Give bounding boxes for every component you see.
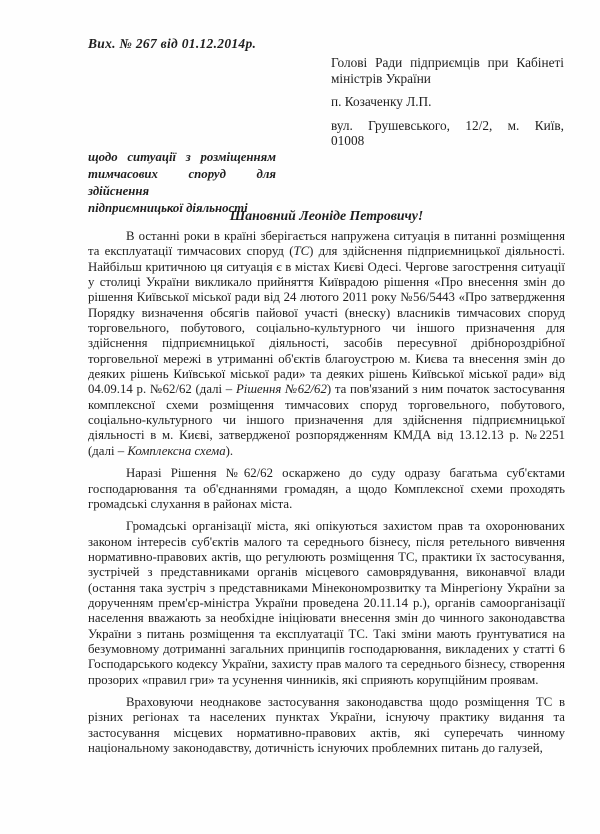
recipient-org-line2: міністрів України [331,70,431,86]
subject-block [88,149,276,217]
term-complex-scheme-italic: Комплексна схема [127,443,226,458]
recipient-block [331,55,564,149]
recipient-postal-code: 01008 [331,133,365,148]
paragraph-text: ). [225,443,234,458]
outgoing-ref-number: Вих. № 267 від 01.12.2014р. [88,36,257,51]
paragraph-text: В останні роки в країні зберігається напружена ситуація в питанні розміщення та експлуатації тимчасових споруд ( [88,229,565,259]
body-paragraph-3: Громадські організації міста, які опікуються захистом прав та охоронюваних законом інтересів суб'єктів малого та середнього бізнесу, після ретельного вивчення нормативно-правових актів, що регулюють розміщення ТС, практики їх застосування, зустрічей з представниками органів місцевого самоврядування, виконавчої влади (остання така зустріч з представниками Мінекономрозвитку та Мінрегіону України за дорученням прем'єр-міністра України проведена 20.11.14 р.), органів самоорганізації населення вважають за необхідне ініціювати внесення змін до чинного законодавства України з питань розміщення та експлуатації ТС. Такі зміни мають ґрунтуватися на безумовному дотриманні загальних принципів господарювання, викладених у статті 6 Господарського кодексу України, захисту прав малого та середнього бізнесу, створення прозорих «правил гри» та усунення чинників, які сприяють корупційним проявам. [88,519,565,687]
term-decision-italic: Рішення №62/62 [235,382,327,397]
body-paragraph-1 [88,229,565,459]
subject-line-3: підприємницької діяльності [88,201,248,215]
term-ts-italic: ТС [293,244,310,259]
recipient-person: п. Козаченку Л.П. [331,94,432,109]
paragraph-text: ) та пов'язаний з ним початок застосування комплексної схеми розміщення тимчасових споруд торговельного, побутового, соціально-культурного чи іншого призначення для здійснення підприємницької діяльності в м. Києві, затвердженої розпорядженням КМДА від 13.12.13 р. №2251 (далі – [88,382,565,458]
subject-line-2: тимчасових споруд для здійснення [88,167,276,198]
body-paragraph-4: Враховуючи неоднакове застосування законодавства щодо розміщення ТС в різних регіонах та населених пунктах України, існуючу практику видання та застосування місцевих нормативно-правових актів, які суперечать чинному національному законодавству, дотичність існуючих проблемних питань до галузей, [88,694,565,755]
salutation: Шановний Леоніде Петровичу! [229,208,424,223]
letter-body [88,229,565,763]
subject-line-1: щодо ситуації з розміщенням [88,150,276,164]
recipient-address-line1: вул. Грушевського, 12/2, м. Київ, [331,117,564,133]
paragraph-text: ) для здійснення підприємницької діяльності. Найбільш критичною ця ситуація є в містах Києві Одесі. Чергове загострення ситуації у столиці України викликало прийняття Київрадою рішення «Про внесення змін до рішення Київської міської ради від 24 лютого 2011 року №56/5443 «Про затвердження Порядку визначення обсягів пайової участі (внеску) власників тимчасових споруд торговельного, побутового, соціально-культурного чи іншого призначення для здійснення підприємницької діяльності, засобів пересувної дрібнороздрібної торговельної мережі в утриманні об'єктів благоустрою м. Києва та внесення змін до деяких рішень Київської міської ради» та деяких рішень Київської міської ради» від 04.09.14 р. №62/62 (далі – [88,244,565,397]
body-paragraph-2: Наразі Рішення №62/62 оскаржено до суду одразу багатьма суб'єктами господарювання та об'єднаннями громадян, а щодо Комплексної схеми проходять громадські слухання в районах міста. [88,466,565,511]
recipient-org-line1: Голові Ради підприємців при Кабінеті [331,55,564,70]
